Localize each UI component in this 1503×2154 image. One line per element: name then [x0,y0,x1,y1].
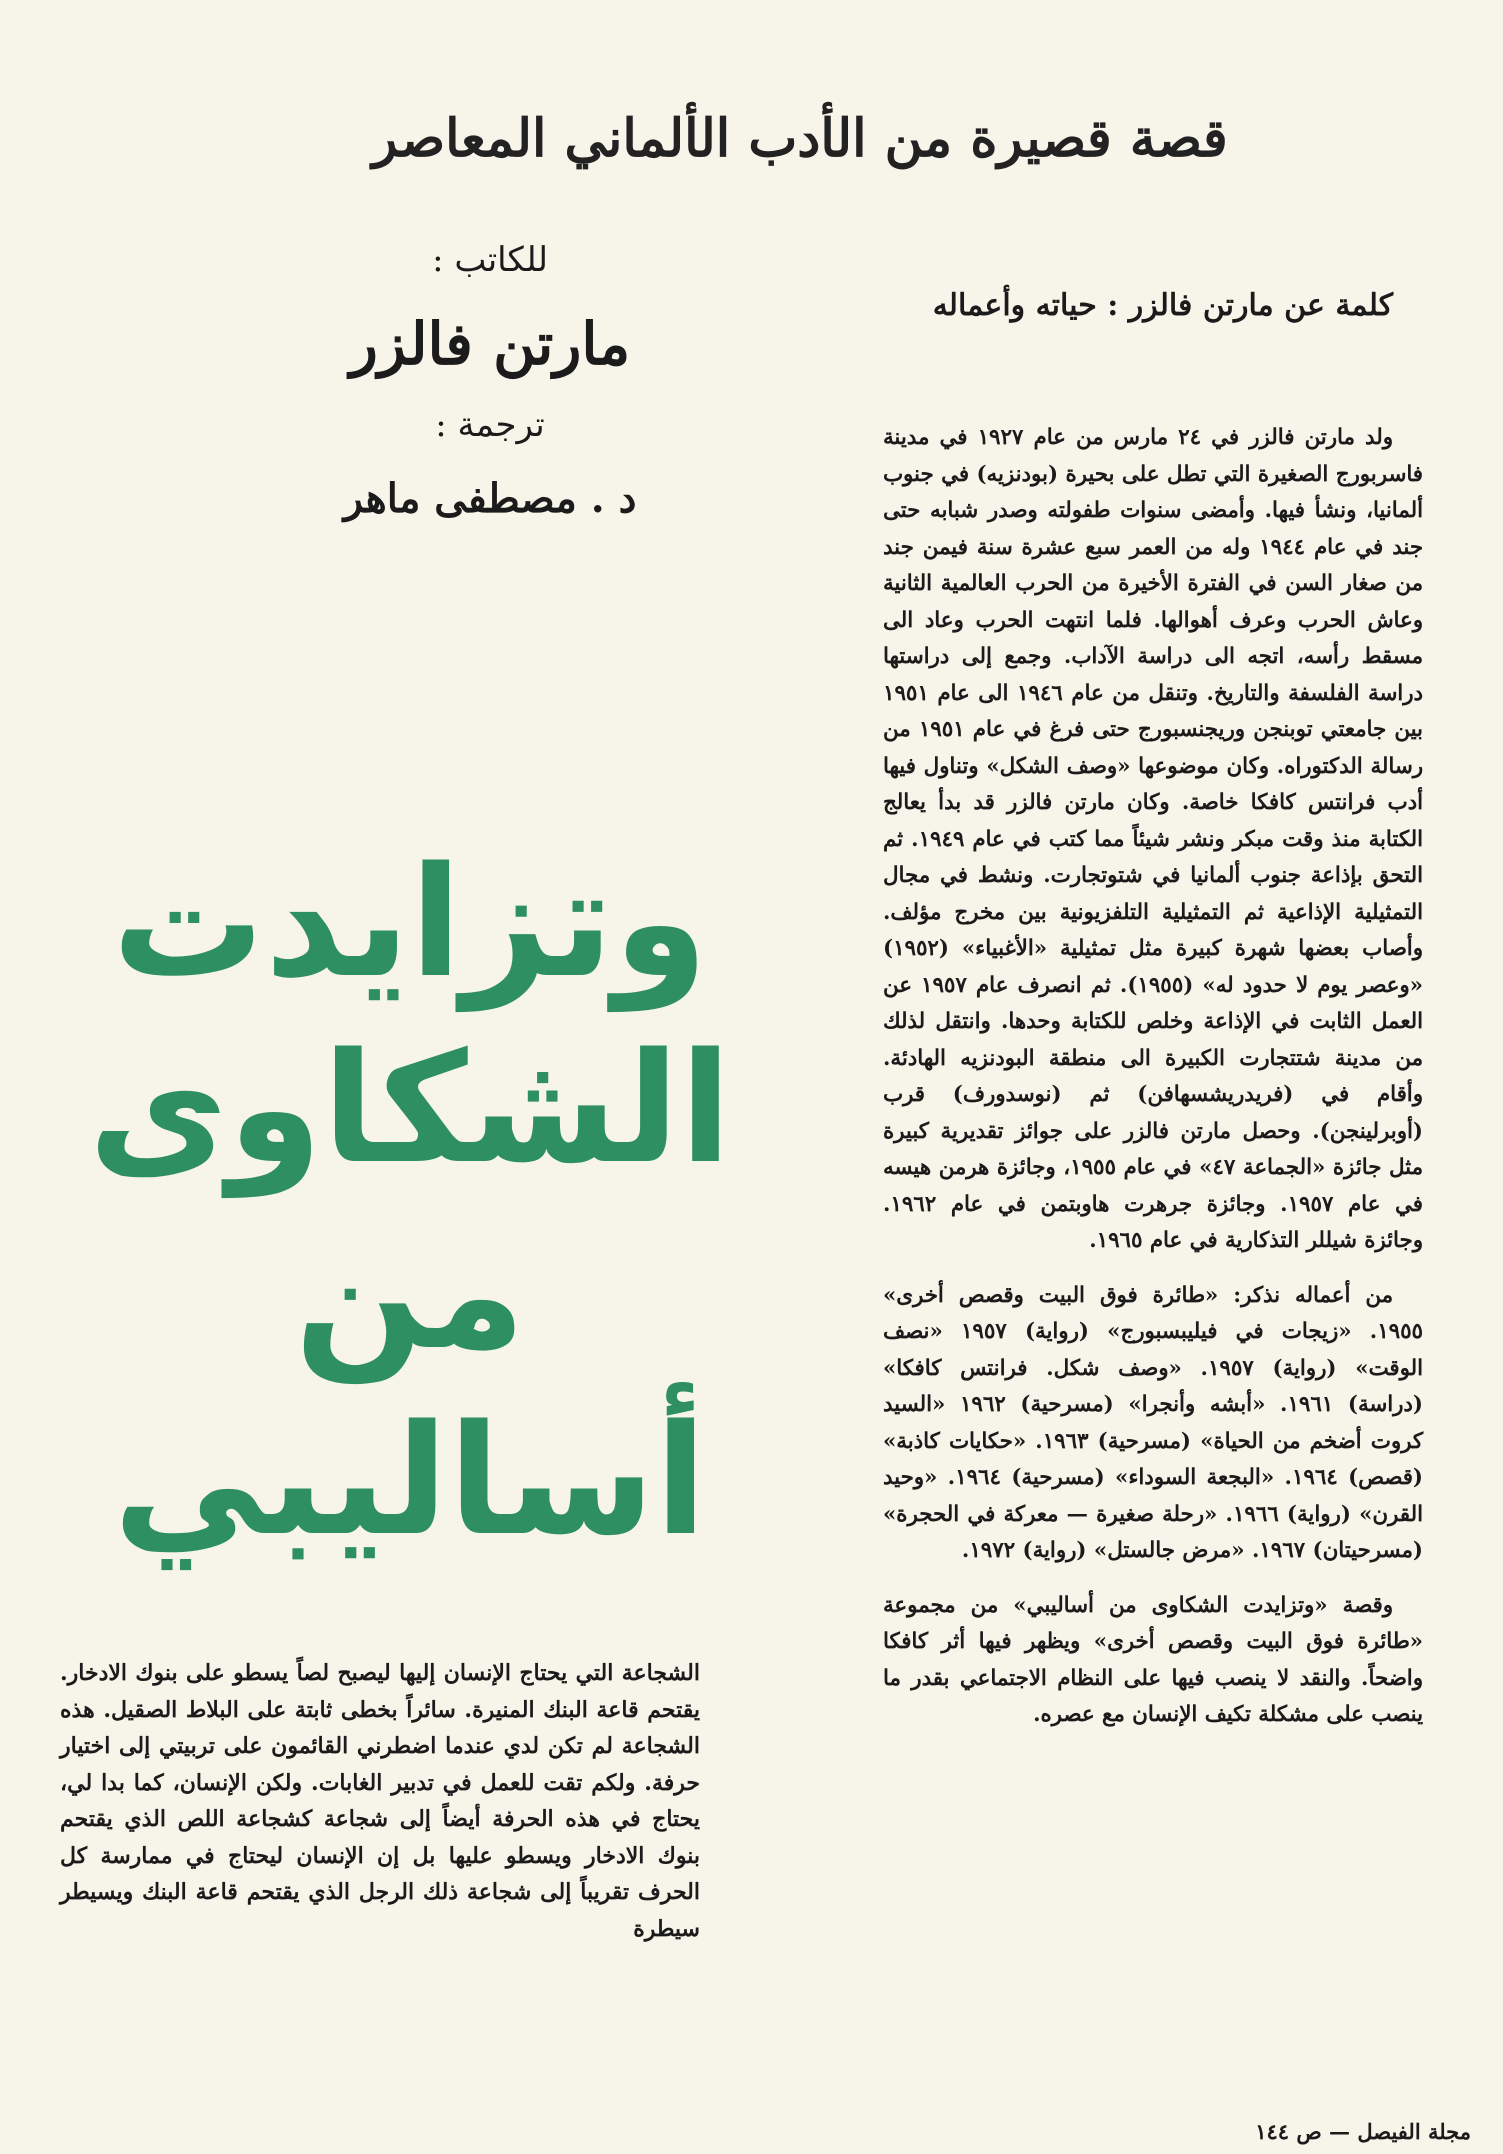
story-text: الشجاعة التي يحتاج الإنسان إليها ليصبح لصاً يسطو على بنوك الادخار. يقتحم قاعة البنك المنيرة. سائراً بخطى ثابتة على البلاط الصقيل. هذه الشجاعة لم تكن لدي عندما اضطرني القائمون على تربيتي إلى اختيار حرفة. ولكم تقت للعمل في تدبير الغابات. ولكن الإنسان، كما بدا لي، يحتاج في هذه الحرفة أيضاً إلى شجاعة كشجاعة اللص الذي يقتحم بنوك الادخار ويسطو عليها بل إن الإنسان ليحتاج في ممارسة كل الحرف تقريباً إلى شجاعة ذلك الرجل الذي يقتحم قاعة البنك ويسيطر سيطرة [60,1660,700,1942]
translator-name: د . مصطفى ماهر [343,475,637,522]
bio-paragraph: من أعماله نذكر: «طائرة فوق البيت وقصص أخرى» ١٩٥٥. «زيجات في فيليبسبورج» (رواية) ١٩٥٧ «نصف الوقت» (رواية) ١٩٥٧. «وصف شكل. فرانتس كافكا» (دراسة) ١٩٦١. «أبشه وأنجرا» (مسرحية) ١٩٦٢ «السيد كروت أضخم من الحياة» (مسرحية) ١٩٦٣. «حكايات كاذبة» (قصص) ١٩٦٤. «البجعة السوداء» (مسرحية) ١٩٦٤. «وحيد القرن» (رواية) ١٩٦٦. «رحلة صغيرة — معركة في الحجرة» (مسرحيتان) ١٩٦٧. «مرض جالستل» (رواية) ١٩٧٢. [883,1282,1424,1563]
translation-label: ترجمة : [435,405,545,445]
story-title-line: الشكاوى [88,1020,732,1197]
story-column [60,1655,700,1947]
about-heading: كلمة عن مارتن فالزر : حياته وأعماله [932,288,1393,323]
bio-paragraph: وقصة «وتزايدت الشكاوى من أساليبي» من مجموعة «طائرة فوق البيت وقصص أخرى» ويظهر فيها أثر كافكا واضحاً. والنقد لا ينصب فيها على النظام الاجتماعي بقدر ما ينصب على مشكلة تكيف الإنسان مع عصره. [883,1592,1423,1727]
page-header: قصة قصيرة من الأدب الألماني المعاصر [372,108,1228,169]
page-footer: مجلة الفيصل — ص ١٤٤ [1255,2119,1471,2144]
story-title-line: من [294,1206,526,1383]
author-name: مارتن فالزر [349,310,631,378]
story-title-line: أساليبي [113,1392,707,1569]
bio-paragraph: ولد مارتن فالزر في ٢٤ مارس من عام ١٩٢٧ في مدينة فاسربورج الصغيرة التي تطل على بحيرة (بودنزيه) في جنوب ألمانيا، ونشأ فيها. وأمضى سنوات طفولته وصدر شبابه حتى جند في عام ١٩٤٤ وله من العمر سبع عشرة سنة فيمن جند من صغار السن في الفترة الأخيرة من الحرب العالمية الثانية وعاش الحرب وعرف أهوالها. فلما انتهت الحرب وعاد الى مسقط رأسه، اتجه الى دراسة الآداب. وجمع إلى دراستها دراسة الفلسفة والتاريخ. وتنقل من عام ١٩٤٦ الى عام ١٩٥١ بين جامعتي توبنجن وريجنسبورج حتى فرغ في عام ١٩٥١ من رسالة الدكتوراه. وكان موضوعها «وصف الشكل» وتناول فيها أدب فرانتس كافكا خاصة. وكان مارتن فالزر قد بدأ يعالج الكتابة منذ وقت مبكر ونشر شيئاً مما كتب في عام ١٩٤٩. ثم التحق بإذاعة جنوب ألمانيا في شتوتجارت. ونشط في مجال التمثيلية الإذاعية ثم التمثيلية التلفزيونية بين مخرج مؤلف. وأصاب بعضها شهرة كبيرة مثل تمثيلية «الأغبياء» (١٩٥٢) «وعصر يوم لا حدود له» (١٩٥٥). ثم انصرف عام ١٩٥٧ عن العمل الثابت في الإذاعة وخلص للكتابة وحدها. وانتقل لذلك من مدينة شتتجارت الكبيرة الى منطقة البودنزيه الهادئة. وأقام في (فريدريشسهافن) ثم (نوسدورف) قرب (أوبرلينجن). وحصل مارتن فالزر على جوائز تقديرية كبيرة مثل جائزة «الجماعة ٤٧» في عام ١٩٥٥، وجائزة هرمن هيسه في عام ١٩٥٧. وجائزة جرهرت هاوبتمن في عام ١٩٦٢. وجائزة شيللر التذكارية في عام ١٩٦٥. [883,425,1423,1253]
story-title-line: وتزايدت [112,834,708,1011]
story-title [60,830,760,1574]
bio-column [883,420,1423,1748]
author-label: للكاتب : [432,240,548,280]
